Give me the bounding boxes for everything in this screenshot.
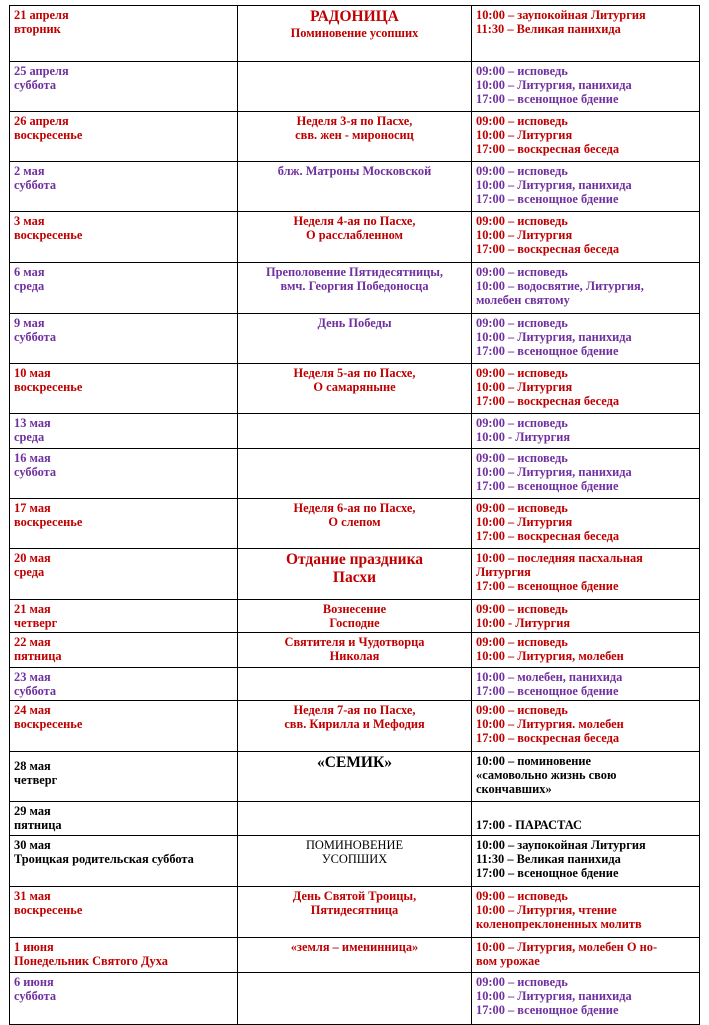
schedule-row — [10, 600, 700, 633]
feast-cell — [238, 449, 472, 499]
date-line: среда — [14, 565, 45, 579]
date-cell — [10, 364, 238, 414]
date-cell — [10, 549, 238, 600]
service-line: 09:00 – исповедь — [476, 64, 568, 78]
services-cell — [472, 701, 700, 752]
feast-cell — [238, 414, 472, 449]
date-line: пятница — [14, 818, 62, 832]
date-line: 3 мая — [14, 214, 45, 228]
date-line: 21 апреля — [14, 8, 69, 22]
services-cell — [472, 887, 700, 938]
service-line: 10:00 – Литургия. молебен — [476, 717, 624, 731]
service-line: 10:00 – Литургия, панихида — [476, 78, 632, 92]
date-line: 30 мая — [14, 838, 51, 852]
schedule-row — [10, 449, 700, 499]
services-cell — [472, 314, 700, 364]
date-line: воскресенье — [14, 380, 83, 394]
feast-line: Неделя 4-ая по Пасхе, — [293, 214, 416, 228]
service-line: 10:00 – Литургия — [476, 228, 573, 242]
feast-cell — [238, 162, 472, 212]
service-line: 17:00 – всенощное бдение — [476, 92, 619, 106]
service-line: 09:00 – исповедь — [476, 602, 568, 616]
date-line: 1 июня — [14, 940, 54, 954]
feast-line: День Победы — [317, 316, 392, 330]
date-cell — [10, 973, 238, 1025]
feast-line: Преполовение Пятидесятницы, — [265, 265, 444, 279]
date-line: воскресенье — [14, 515, 83, 529]
date-line: суббота — [14, 330, 57, 344]
service-line: 09:00 – исповедь — [476, 416, 568, 430]
date-line: вторник — [14, 22, 61, 36]
feast-cell — [238, 112, 472, 162]
service-line: 09:00 – исповедь — [476, 975, 568, 989]
service-line: 10:00 – Литургия, молебен — [476, 649, 624, 663]
service-line: 10:00 – Литургия — [476, 128, 573, 142]
services-cell — [472, 449, 700, 499]
service-line: 10:00 – Литургия, чтение — [476, 903, 617, 917]
service-line: Литургия — [476, 565, 531, 579]
feast-line: О расслабленном — [306, 228, 403, 242]
services-cell — [472, 414, 700, 449]
feast-cell — [238, 263, 472, 314]
date-line: 26 апреля — [14, 114, 69, 128]
schedule-row — [10, 314, 700, 364]
date-line: 10 мая — [14, 366, 51, 380]
date-line: 13 мая — [14, 416, 51, 430]
date-line: 6 июня — [14, 975, 54, 989]
date-line: 29 мая — [14, 804, 51, 818]
date-line: воскресенье — [14, 228, 83, 242]
date-line: суббота — [14, 465, 57, 479]
date-cell — [10, 802, 238, 836]
date-cell — [10, 752, 238, 802]
feast-line: О самаряныне — [313, 380, 396, 394]
feast-line: УСОПШИХ — [321, 852, 388, 866]
services-cell — [472, 600, 700, 633]
feast-cell — [238, 973, 472, 1025]
service-line: 10:00 – заупокойная Литургия — [476, 838, 646, 852]
feast-cell — [238, 212, 472, 263]
feast-line: «земля – именинница» — [290, 940, 419, 954]
service-line: 09:00 – исповедь — [476, 214, 568, 228]
services-cell — [472, 212, 700, 263]
service-line: 17:00 – воскресная беседа — [476, 529, 620, 543]
service-line: молебен святому — [476, 293, 570, 307]
service-line: скончавших» — [476, 782, 552, 796]
feast-line: День Святой Троицы, — [292, 889, 417, 903]
services-cell — [472, 6, 700, 62]
date-line: суббота — [14, 684, 57, 698]
service-line: 10:00 – Литургия, панихида — [476, 330, 632, 344]
date-line: 16 мая — [14, 451, 51, 465]
feast-line: ПОМИНОВЕНИЕ — [305, 838, 404, 852]
service-line: 09:00 – исповедь — [476, 164, 568, 178]
schedule-row — [10, 162, 700, 212]
date-line: воскресенье — [14, 717, 83, 731]
date-cell — [10, 162, 238, 212]
service-line: 17:00 - ПАРАСТАС — [476, 818, 583, 832]
date-line: 28 мая — [14, 759, 51, 773]
feast-line: Святителя и Чудотворца — [284, 635, 425, 649]
schedule-row — [10, 802, 700, 836]
services-cell — [472, 364, 700, 414]
date-line: суббота — [14, 178, 57, 192]
feast-line: вмч. Георгия Победоносца — [280, 279, 429, 293]
service-line: 09:00 – исповедь — [476, 703, 568, 717]
feast-line: Пасхи — [332, 569, 377, 586]
schedule-row — [10, 212, 700, 263]
feast-cell — [238, 701, 472, 752]
date-cell — [10, 212, 238, 263]
date-line: суббота — [14, 989, 57, 1003]
feast-cell — [238, 499, 472, 549]
date-line: среда — [14, 279, 45, 293]
feast-line: РАДОНИЦА — [310, 8, 399, 25]
date-cell — [10, 6, 238, 62]
date-line: 25 апреля — [14, 64, 69, 78]
feast-cell — [238, 549, 472, 600]
feast-cell — [238, 600, 472, 633]
service-line: 17:00 – воскресная беседа — [476, 731, 620, 745]
feast-cell — [238, 938, 472, 973]
date-cell — [10, 887, 238, 938]
feast-line: Неделя 5-ая по Пасхе, — [293, 366, 416, 380]
feast-cell — [238, 633, 472, 668]
service-line: 09:00 – исповедь — [476, 889, 568, 903]
feast-line: Николая — [329, 649, 380, 663]
date-cell — [10, 449, 238, 499]
schedule-row — [10, 836, 700, 887]
feast-line: свв. жен - мироносиц — [295, 128, 414, 142]
date-cell — [10, 701, 238, 752]
feast-line: «СЕМИК» — [317, 754, 392, 771]
service-line: 10:00 – молебен, панихида — [476, 670, 623, 684]
schedule-row — [10, 62, 700, 112]
service-line: 17:00 – всенощное бдение — [476, 866, 619, 880]
date-cell — [10, 263, 238, 314]
services-cell — [472, 973, 700, 1025]
service-line: 17:00 – всенощное бдение — [476, 1003, 619, 1017]
schedule-row — [10, 938, 700, 973]
services-cell — [472, 62, 700, 112]
feast-cell — [238, 802, 472, 836]
date-line: 21 мая — [14, 602, 51, 616]
schedule-row — [10, 364, 700, 414]
service-line: 09:00 – исповедь — [476, 366, 568, 380]
services-cell — [472, 112, 700, 162]
service-line: 17:00 – всенощное бдение — [476, 684, 619, 698]
service-line: 10:00 – Литургия, панихида — [476, 465, 632, 479]
schedule-row — [10, 752, 700, 802]
date-line: четверг — [14, 616, 58, 630]
services-cell — [472, 668, 700, 701]
feast-line: свв. Кирилла и Мефодия — [284, 717, 425, 731]
service-line: 10:00 – последняя пасхальная — [476, 551, 643, 565]
service-line: 10:00 - Литургия — [476, 430, 571, 444]
schedule-row — [10, 499, 700, 549]
feast-cell — [238, 6, 472, 62]
services-cell — [472, 836, 700, 887]
date-line: Троицкая родительская суббота — [14, 852, 194, 866]
date-line: 31 мая — [14, 889, 51, 903]
feast-cell — [238, 62, 472, 112]
date-line: 22 мая — [14, 635, 51, 649]
service-line: 09:00 – исповедь — [476, 635, 568, 649]
date-cell — [10, 668, 238, 701]
service-line: 11:30 – Великая панихида — [476, 852, 621, 866]
schedule-body — [10, 6, 700, 1025]
schedule-row — [10, 6, 700, 62]
date-cell — [10, 414, 238, 449]
service-line: 09:00 – исповедь — [476, 451, 568, 465]
date-line: 9 мая — [14, 316, 45, 330]
service-line: 10:00 - Литургия — [476, 616, 571, 630]
services-cell — [472, 499, 700, 549]
date-line: 24 мая — [14, 703, 51, 717]
schedule-row — [10, 701, 700, 752]
service-line: 17:00 – всенощное бдение — [476, 579, 619, 593]
service-line: 17:00 – воскресная беседа — [476, 142, 620, 156]
service-line: вом урожае — [476, 954, 540, 968]
feast-cell — [238, 314, 472, 364]
service-line: коленопреклоненных молитв — [476, 917, 642, 931]
service-line — [476, 804, 695, 818]
date-cell — [10, 314, 238, 364]
service-line: 17:00 – всенощное бдение — [476, 344, 619, 358]
schedule-row — [10, 633, 700, 668]
service-line: «самовольно жизнь свою — [476, 768, 617, 782]
services-cell — [472, 802, 700, 836]
feast-cell — [238, 668, 472, 701]
schedule-row — [10, 549, 700, 600]
schedule-row — [10, 112, 700, 162]
feast-line: Неделя 6-ая по Пасхе, — [293, 501, 416, 515]
services-cell — [472, 938, 700, 973]
date-line: 20 мая — [14, 551, 51, 565]
date-line: воскресенье — [14, 128, 83, 142]
service-line: 10:00 – Литургия, панихида — [476, 178, 632, 192]
feast-line: Господне — [329, 616, 380, 630]
date-line: 6 мая — [14, 265, 45, 279]
service-line: 10:00 – водосвятие, Литургия, — [476, 279, 644, 293]
date-line: 17 мая — [14, 501, 51, 515]
feast-line: Пятидесятница — [310, 903, 399, 917]
schedule-row — [10, 887, 700, 938]
date-cell — [10, 633, 238, 668]
feast-cell — [238, 836, 472, 887]
schedule-table — [9, 5, 700, 1025]
services-cell — [472, 633, 700, 668]
feast-cell — [238, 752, 472, 802]
service-line: 17:00 – воскресная беседа — [476, 394, 620, 408]
services-cell — [472, 549, 700, 600]
date-line: четверг — [14, 773, 58, 787]
service-line: 10:00 – поминовение — [476, 754, 591, 768]
services-cell — [472, 752, 700, 802]
service-line: 10:00 – Литургия, молебен О но- — [476, 940, 658, 954]
feast-line: Вознесение — [322, 602, 387, 616]
date-line: воскресенье — [14, 903, 83, 917]
date-cell — [10, 836, 238, 887]
feast-line: Неделя 3-я по Пасхе, — [296, 114, 413, 128]
date-line: среда — [14, 430, 45, 444]
date-cell — [10, 62, 238, 112]
feast-line: Поминовение усопших — [290, 26, 419, 40]
service-line: 10:00 – Литургия — [476, 515, 573, 529]
service-line: 09:00 – исповедь — [476, 265, 568, 279]
date-cell — [10, 112, 238, 162]
service-line: 17:00 – всенощное бдение — [476, 479, 619, 493]
date-cell — [10, 600, 238, 633]
schedule-row — [10, 263, 700, 314]
service-line: 09:00 – исповедь — [476, 316, 568, 330]
service-line: 09:00 – исповедь — [476, 501, 568, 515]
schedule-row — [10, 668, 700, 701]
date-line: пятница — [14, 649, 62, 663]
service-line: 10:00 – заупокойная Литургия — [476, 8, 646, 22]
services-cell — [472, 263, 700, 314]
feast-line: О слепом — [328, 515, 381, 529]
date-cell — [10, 499, 238, 549]
service-line: 10:00 – Литургия — [476, 380, 573, 394]
feast-line: блж. Матроны Московской — [277, 164, 432, 178]
feast-cell — [238, 364, 472, 414]
date-line: 2 мая — [14, 164, 45, 178]
schedule-row — [10, 973, 700, 1025]
service-line: 11:30 – Великая панихида — [476, 22, 621, 36]
service-line: 17:00 – воскресная беседа — [476, 242, 620, 256]
feast-line: Отдание праздника — [285, 551, 424, 568]
service-line: 09:00 – исповедь — [476, 114, 568, 128]
date-cell — [10, 938, 238, 973]
date-line: 23 мая — [14, 670, 51, 684]
service-line: 17:00 – всенощное бдение — [476, 192, 619, 206]
date-line: суббота — [14, 78, 57, 92]
feast-cell — [238, 887, 472, 938]
service-line: 10:00 – Литургия, панихида — [476, 989, 632, 1003]
date-line: Понедельник Святого Духа — [14, 954, 168, 968]
schedule-row — [10, 414, 700, 449]
services-cell — [472, 162, 700, 212]
feast-line: Неделя 7-ая по Пасхе, — [293, 703, 416, 717]
